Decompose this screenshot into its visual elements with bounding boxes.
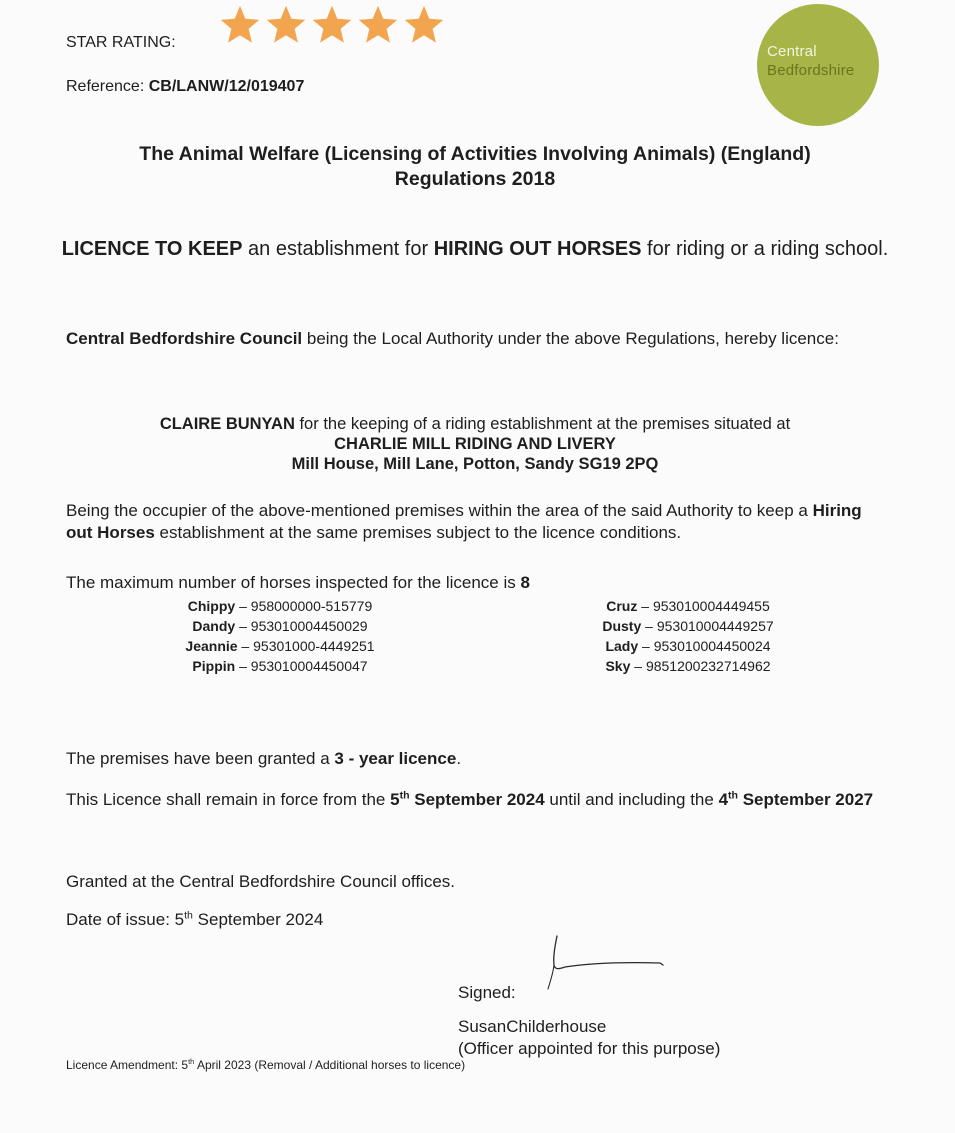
officer-role: (Officer appointed for this purpose) [458,1039,721,1058]
horse-name: Sky [605,658,631,674]
licence-type: LICENCE TO KEEP [61,238,243,260]
establishment-type: Hiring out Horses [66,501,862,542]
officer-block [458,1016,720,1060]
duration-end: . [456,749,462,768]
officer-name: SusanChilderhouse [458,1017,607,1036]
horse-id: 953010004450024 [653,638,771,654]
horse-entry: Sky – 9851200232714962 [605,658,771,674]
reference-label: Reference: [66,78,145,95]
star-rating [218,3,446,47]
horse-entry: Chippy – 958000000-515779 [187,598,373,614]
star-icon [264,3,308,47]
validity-start-date: 5th September 2024 [390,789,545,809]
horse-entry: Cruz – 953010004449455 [606,598,770,614]
holder-text: for the keeping of a riding establishment at the premises situated at [294,415,791,433]
horse-id: 95301000-4449251 [253,638,375,654]
licence-text-1: an establishment for [242,238,434,260]
licence-holder [60,414,890,474]
licence-activity: HIRING OUT HORSES [433,238,642,260]
horse-entry: Pippin – 953010004450047 [192,658,368,674]
occupier-text-2: establishment at the same premises subject to the licence conditions. [154,523,682,542]
max-horses-value: 8 [520,573,530,592]
licence-validity [66,789,876,811]
intro-paragraph [66,328,876,350]
horse-list-right [528,596,848,676]
horse-name: Jeannie [185,638,238,654]
licence-amendment: Licence Amendment: 5th April 2023 (Removal / Additional horses to licence) [66,1057,466,1072]
star-icon [402,3,446,47]
horse-id: 953010004450047 [250,658,368,674]
horse-id: 953010004449257 [656,618,774,634]
star-icon [310,3,354,47]
validity-text-1: This Licence shall remain in force from the [66,790,391,809]
logo-line-1: Central [767,43,817,60]
duration-text: The premises have been granted a [66,749,335,768]
logo-line-2: Bedfordshire [767,62,855,79]
signature-mark [535,932,675,992]
duration-value: 3 - year licence [334,749,457,768]
licence-text-2: for riding or a riding school. [641,238,889,260]
validity-end-date: 4th September 2027 [718,789,874,809]
intro-text: being the Local Authority under the above Regulations, hereby licence: [302,329,839,348]
issue-date: Date of issue: 5th September 2024 [66,909,324,929]
max-horses-text: The maximum number of horses inspected for the licence is [66,573,521,592]
star-rating-label: STAR RATING: [66,34,176,51]
horse-entry: Jeannie – 95301000-4449251 [185,638,375,654]
premises-name: CHARLIE MILL RIDING AND LIVERY [334,435,616,453]
horse-id: 958000000-515779 [250,598,373,614]
licence-title [60,236,890,262]
regulation-title [60,142,890,192]
reference [66,78,304,96]
council-name: Central Bedfordshire Council [66,329,303,348]
regulation-title-line-1: The Animal Welfare (Licensing of Activities Involving Animals) (England) [139,143,811,165]
regulation-title-line-2: Regulations 2018 [394,168,556,190]
horse-id: 953010004450029 [250,618,368,634]
horse-entry: Lady – 953010004450024 [605,638,771,654]
licence-duration [66,748,876,770]
reference-value: CB/LANW/12/019407 [148,78,305,95]
council-logo [757,4,879,126]
premises-address: Mill House, Mill Lane, Potton, Sandy SG19 2PQ [291,455,659,473]
horse-name: Lady [605,638,639,654]
holder-name: CLAIRE BUNYAN [159,415,295,433]
granted-statement: Granted at the Central Bedfordshire Council offices. [66,872,456,891]
horse-name: Dusty [602,618,642,634]
horse-list-left [120,596,440,676]
signed-label: Signed: [458,983,516,1002]
horse-name: Chippy [187,598,236,614]
validity-text-2: until and including the [544,790,719,809]
horse-entry: Dusty – 953010004449257 [602,618,774,634]
horse-name: Dandy [192,618,236,634]
horse-name: Pippin [192,658,236,674]
max-horses-line [66,572,876,594]
occupier-paragraph [66,500,876,544]
star-icon [356,3,400,47]
horse-name: Cruz [606,598,638,614]
horse-id: 9851200232714962 [645,658,771,674]
horse-entry: Dandy – 953010004450029 [192,618,368,634]
logo-text [767,42,854,80]
star-icon [218,3,262,47]
horse-id: 953010004449455 [652,598,770,614]
occupier-text-1: Being the occupier of the above-mentioned premises within the area of the said Authority to keep a [66,501,813,520]
